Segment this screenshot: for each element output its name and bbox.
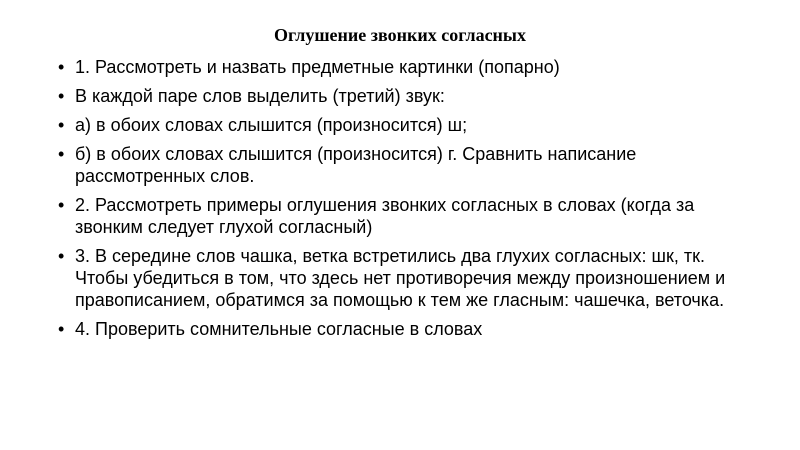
list-item-text: 2. Рассмотреть примеры оглушения звонких согласных в словах (когда за звонким следует глухой согласный) xyxy=(75,195,695,237)
list-item xyxy=(58,245,758,311)
slide-title: Оглушение звонких согласных xyxy=(274,25,526,45)
bullet-icon: • xyxy=(58,246,65,266)
list-item xyxy=(58,114,758,136)
list-item-text: 4. Проверить сомнительные согласные в словах xyxy=(75,319,483,339)
bullet-icon: • xyxy=(58,195,65,215)
list-item xyxy=(58,56,758,78)
bullet-icon: • xyxy=(58,115,65,135)
list-item-text: 3. В середине слов чашка, ветка встретились два глухих согласных: шк, тк. Чтобы убедиться в том, что здесь нет противоречия между произношением и правописанием, обратимся за помощью к тем же гласным: чашечка, веточка. xyxy=(75,246,726,310)
list-item-text: б) в обоих словах слышится (произносится) г. Сравнить написание рассмотренных слов. xyxy=(75,144,637,186)
list-item xyxy=(58,143,758,187)
list-item xyxy=(58,318,758,340)
bullet-icon: • xyxy=(58,319,65,339)
list-item xyxy=(58,194,758,238)
bullet-icon: • xyxy=(58,57,65,77)
list-item-text: В каждой паре слов выделить (третий) звук: xyxy=(75,86,445,106)
bullet-list xyxy=(58,56,758,347)
bullet-icon: • xyxy=(58,86,65,106)
list-item xyxy=(58,85,758,107)
list-item-text: 1. Рассмотреть и назвать предметные картинки (попарно) xyxy=(75,57,560,77)
bullet-icon: • xyxy=(58,144,65,164)
list-item-text: а) в обоих словах слышится (произносится) ш; xyxy=(75,115,468,135)
